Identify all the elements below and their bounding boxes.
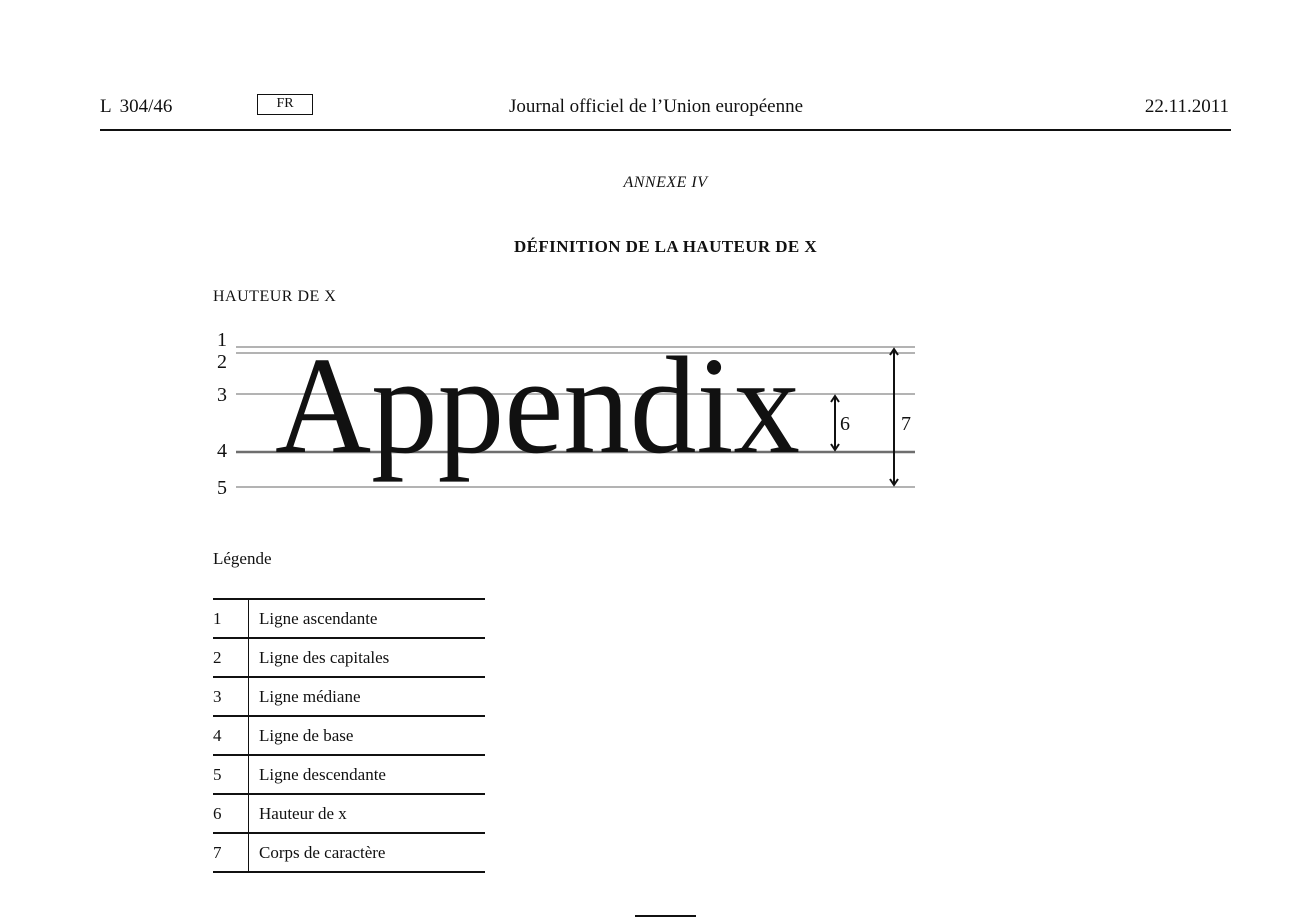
- line-number-1: 1: [217, 329, 227, 351]
- line-number-3: 3: [217, 384, 227, 406]
- legend-label: Hauteur de x: [249, 794, 486, 833]
- language-box: FR: [257, 94, 313, 115]
- legend-number: 4: [213, 716, 249, 755]
- legend-label: Corps de caractère: [249, 833, 486, 872]
- footer-rule: [635, 915, 696, 917]
- x-height-diagram: [200, 320, 930, 500]
- header-rule: [100, 129, 1231, 131]
- annex-heading: ANNEXE IV: [623, 174, 708, 191]
- table-row: [213, 755, 485, 794]
- table-row: [213, 599, 485, 638]
- table-row: [213, 638, 485, 677]
- legend-number: 7: [213, 833, 249, 872]
- legend-number: 5: [213, 755, 249, 794]
- journal-title: Journal officiel de l’Union européenne: [509, 96, 804, 117]
- legend-label: Ligne de base: [249, 716, 486, 755]
- table-row: [213, 716, 485, 755]
- legend-number: 6: [213, 794, 249, 833]
- table-row: [213, 833, 485, 872]
- x-height-label: 6: [840, 413, 850, 435]
- legend-label: Ligne médiane: [249, 677, 486, 716]
- legend-label: Ligne des capitales: [249, 638, 486, 677]
- x-height-arrow: [831, 396, 839, 450]
- legend-number: 3: [213, 677, 249, 716]
- figure-subheading: HAUTEUR DE X: [213, 288, 337, 305]
- legend-heading: Légende: [213, 549, 272, 568]
- legend-label: Ligne descendante: [249, 755, 486, 794]
- line-number-4: 4: [217, 440, 227, 462]
- table-row: [213, 794, 485, 833]
- sample-word: Appendix: [275, 329, 800, 483]
- table-row: [213, 677, 485, 716]
- document-title: DÉFINITION DE LA HAUTEUR DE X: [513, 237, 817, 256]
- line-number-5: 5: [217, 477, 227, 499]
- legend-number: 2: [213, 638, 249, 677]
- publication-date: 22.11.2011: [1144, 96, 1229, 117]
- body-size-arrow: [890, 349, 898, 485]
- legend-table: [213, 598, 485, 873]
- body-size-label: 7: [901, 413, 911, 435]
- legend-number: 1: [213, 599, 249, 638]
- legend-label: Ligne ascendante: [249, 599, 486, 638]
- line-number-2: 2: [217, 351, 227, 373]
- page-reference: L 304/46: [100, 96, 173, 117]
